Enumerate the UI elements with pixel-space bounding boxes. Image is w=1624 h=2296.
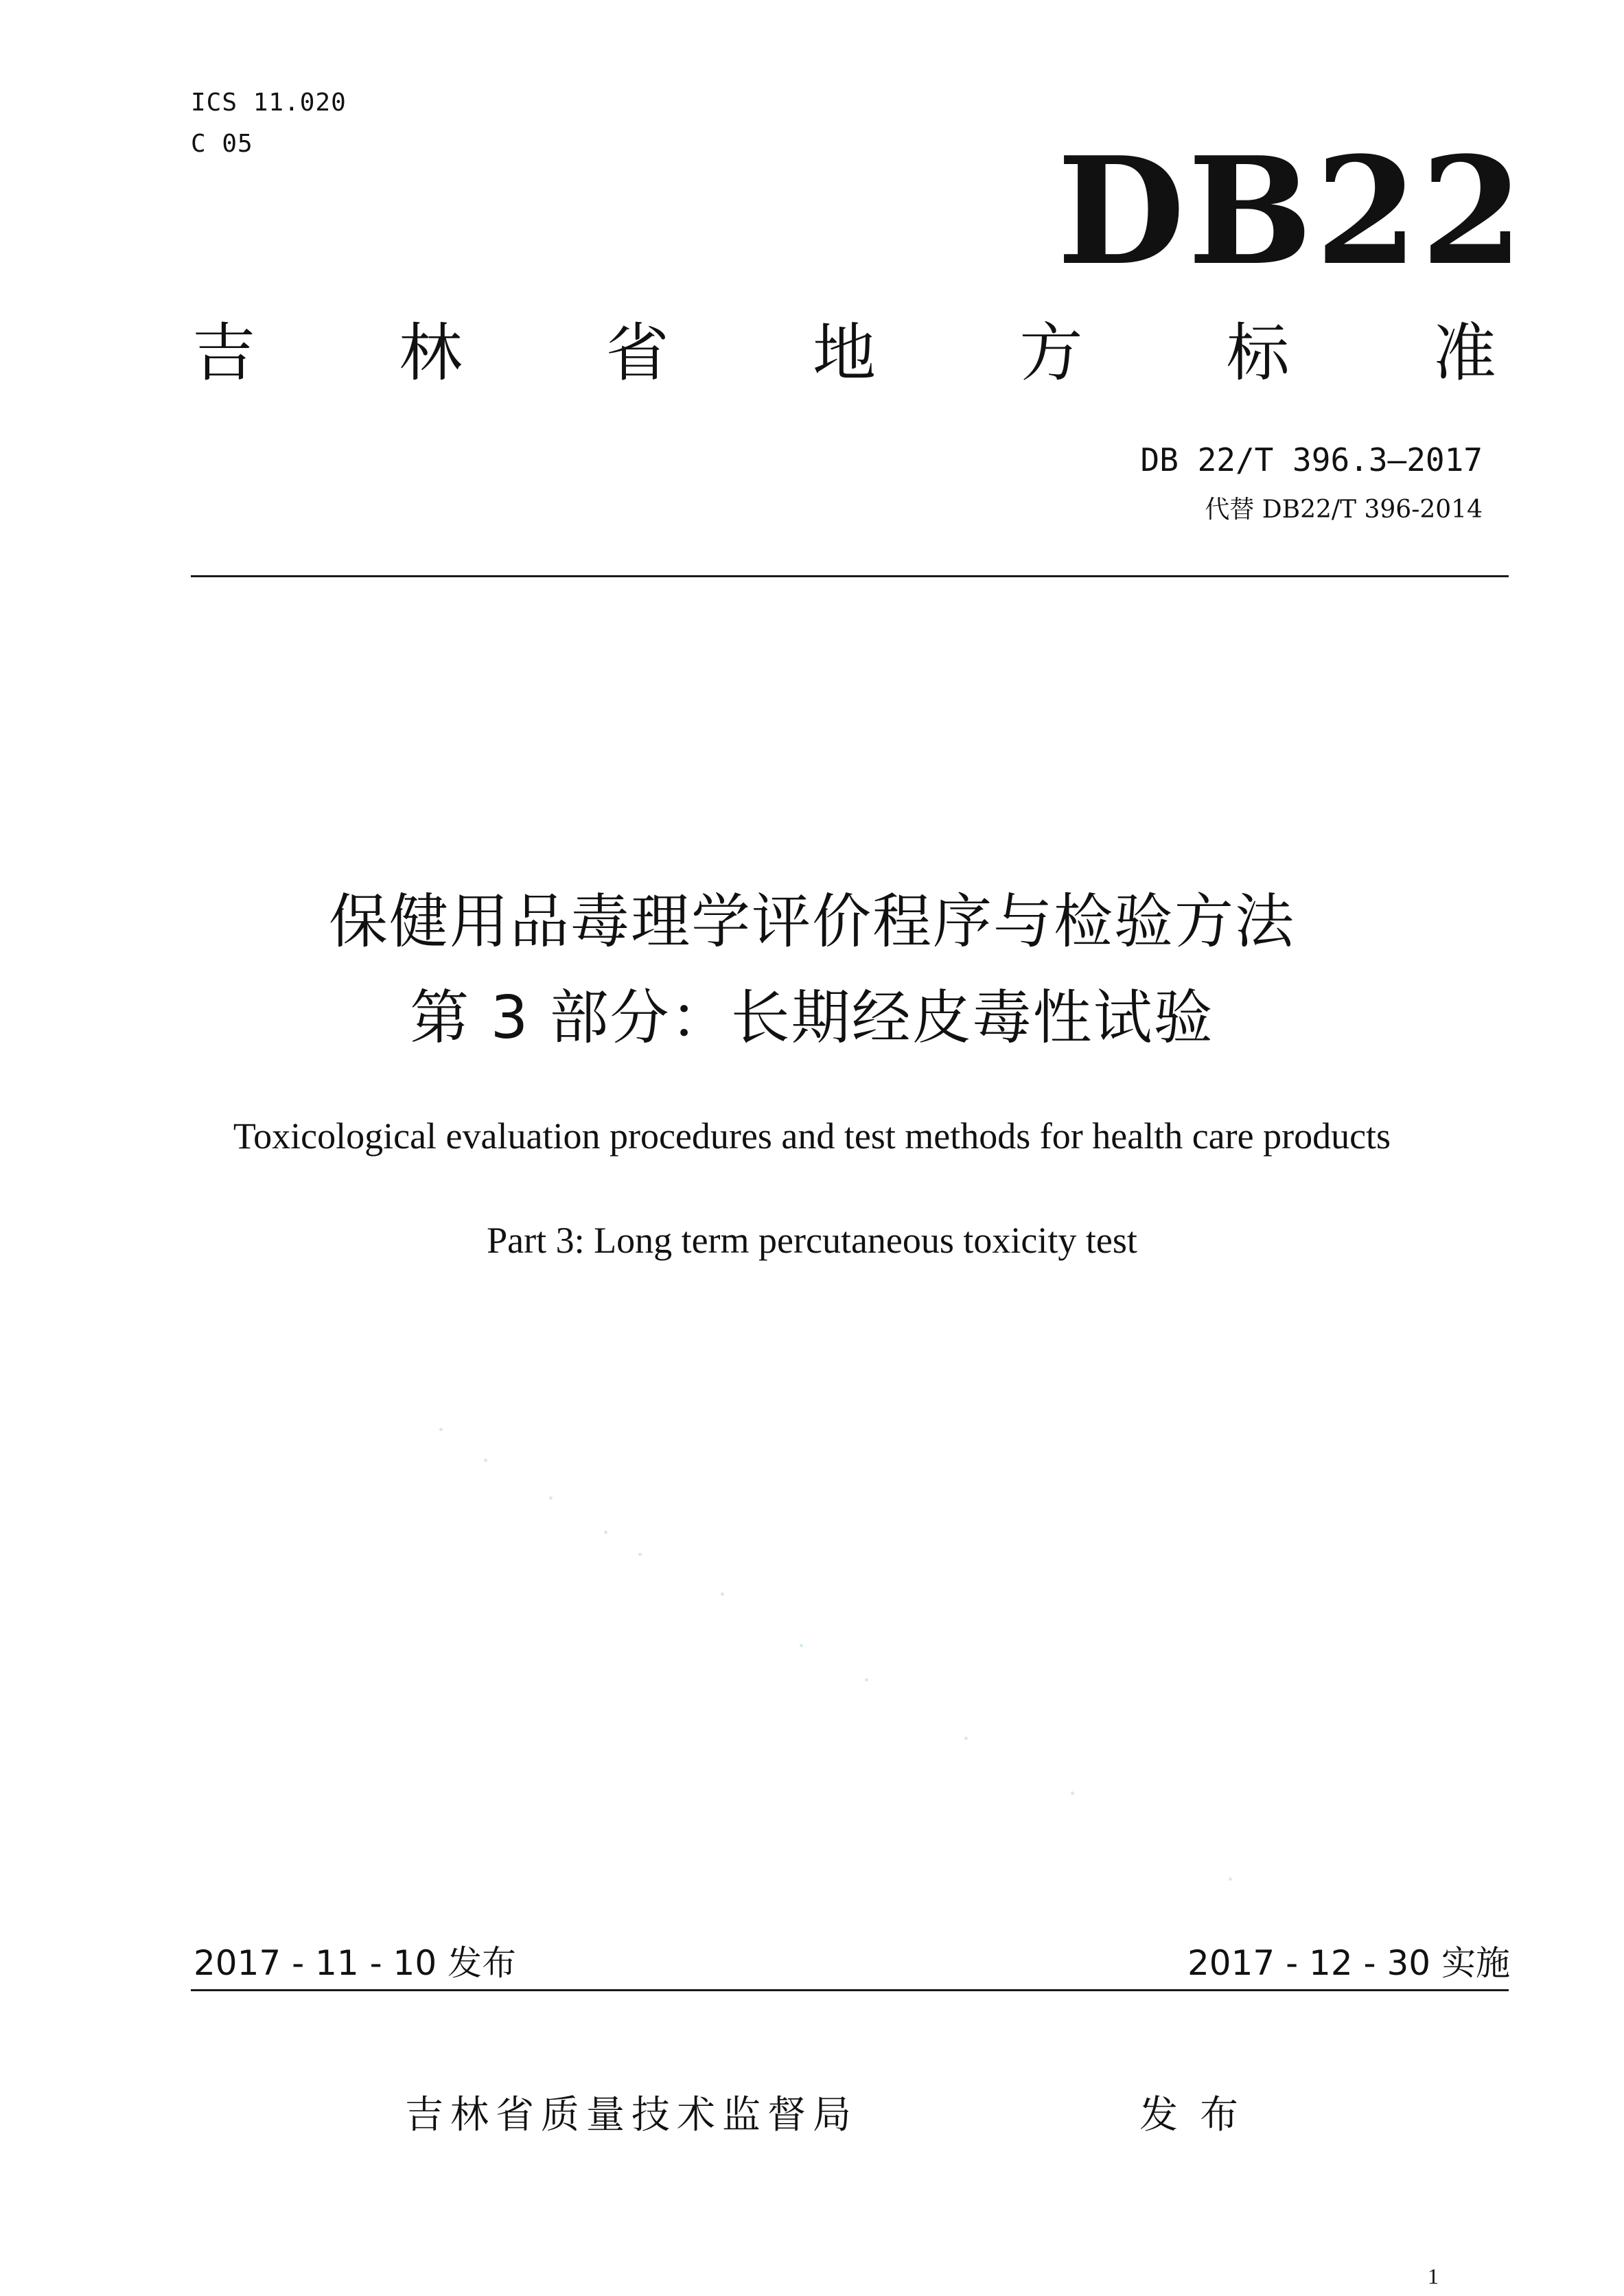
ccs-code: C 05	[191, 130, 253, 158]
ics-code: ICS 11.020	[191, 89, 347, 117]
implementation-date: 2017 - 12 - 30 实施	[1187, 1943, 1510, 1983]
standard-type-char: 方	[1019, 316, 1083, 390]
issue-action: 发布	[1139, 2093, 1260, 2137]
replaces-note: 代替 DB22/T 396-2014	[1205, 496, 1483, 524]
standard-type-char: 地	[812, 316, 876, 390]
standard-logo: DB22	[1057, 124, 1527, 298]
page-number: 1	[1428, 2264, 1439, 2288]
standard-type-char: 林	[399, 316, 463, 390]
title-english-line-2: Part 3: Long term percutaneous toxicity test	[487, 1220, 1137, 1261]
issuing-authority: 吉林省质量技术监督局	[405, 2093, 858, 2137]
standard-type-heading	[192, 312, 1496, 395]
top-divider	[191, 575, 1509, 577]
title-english-line-1: Toxicological evaluation procedures and test methods for health care products	[233, 1115, 1391, 1157]
standard-type-char: 省	[605, 316, 669, 390]
title-chinese-line-1: 保健用品毒理学评价程序与检验方法	[329, 888, 1295, 956]
classification-codes	[191, 82, 347, 165]
standard-type-char: 标	[1226, 316, 1290, 390]
standard-number: DB 22/T 396.3—2017	[1140, 441, 1483, 478]
title-chinese-line-2: 第 3 部分：长期经皮毒性试验	[410, 984, 1214, 1052]
bottom-divider	[191, 1989, 1509, 1991]
standard-type-char: 准	[1432, 316, 1496, 390]
issue-date: 2017 - 11 - 10 发布	[194, 1943, 517, 1983]
standard-type-char: 吉	[192, 316, 256, 390]
